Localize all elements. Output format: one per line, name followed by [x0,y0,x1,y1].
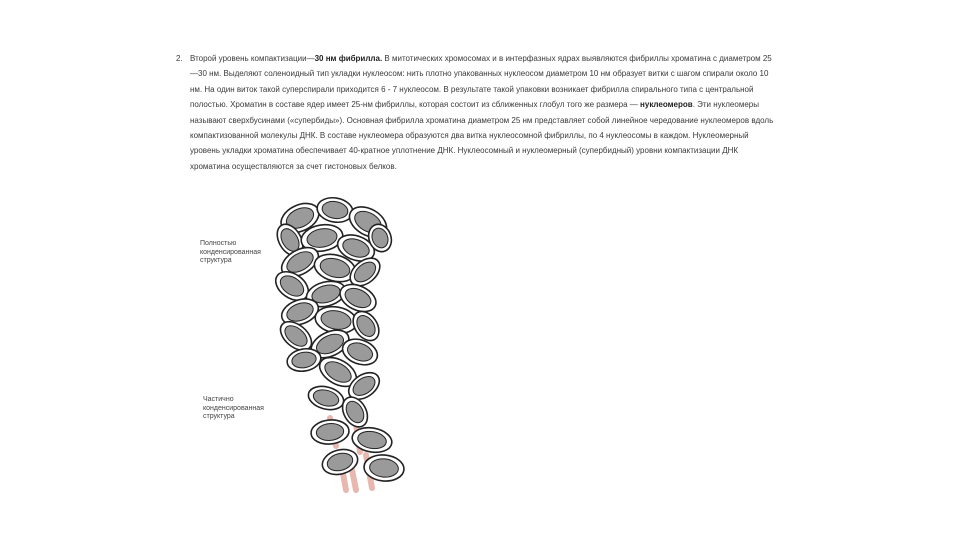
label-fully-condensed: Полностью конденсированная структура [200,240,261,264]
linker-dna-strand [352,470,356,490]
item-number: 2. [176,54,183,63]
label-partially-condensed: Частично конденсированная структура [203,396,264,420]
term-30nm-fibril: 30 нм фибрилла. [314,54,383,63]
body-text-2: . Эти нуклеомеры называют сверхбусинами («супербиды»). Основная фибрилла хроматина диаметром 25 нм представляет собой линейное чередование нуклеомеров вдоль компактизованной молекулы ДНК. В составе нуклеомера образуются два витка нуклеосомной фибриллы, по 4 нуклеосомы в каждом. Нуклеомерный уровень укладки хроматина обеспечивает 40-кратное уплотнение ДНК. Нуклеосомный и нуклеомерный (супербидный) уровни компактизации ДНК хроматина осуществляются за счет гистоновых белков. [190,100,774,171]
body-text-1: В митотических хромосомах и в интерфазных ядрах выявляются фибриллы хроматина с диаметром 25—30 нм. Выделяют соленоидный тип укладки нуклеосом: нить плотно упакованных нуклеосом диаметром 10 нм образует витки с шагом спирали около 10 нм. На один виток такой суперспирали приходится 6 - 7 нуклеосом. В результате такой упаковки возникает фибрилла спирального типа с центральной полостью. Хроматин в составе ядер имеет 25-нм фибриллы, которая состоит из сближенных глобул того же размера — [190,54,772,110]
nucleosome-disc [306,383,346,414]
term-nucleomers: нуклеомеров [640,100,693,110]
chromatin-fiber-illustration [270,195,405,490]
nucleosome-disc [310,418,350,445]
nucleosome-disc [315,195,355,225]
intro-text: Второй уровень компактизации— [190,54,315,63]
